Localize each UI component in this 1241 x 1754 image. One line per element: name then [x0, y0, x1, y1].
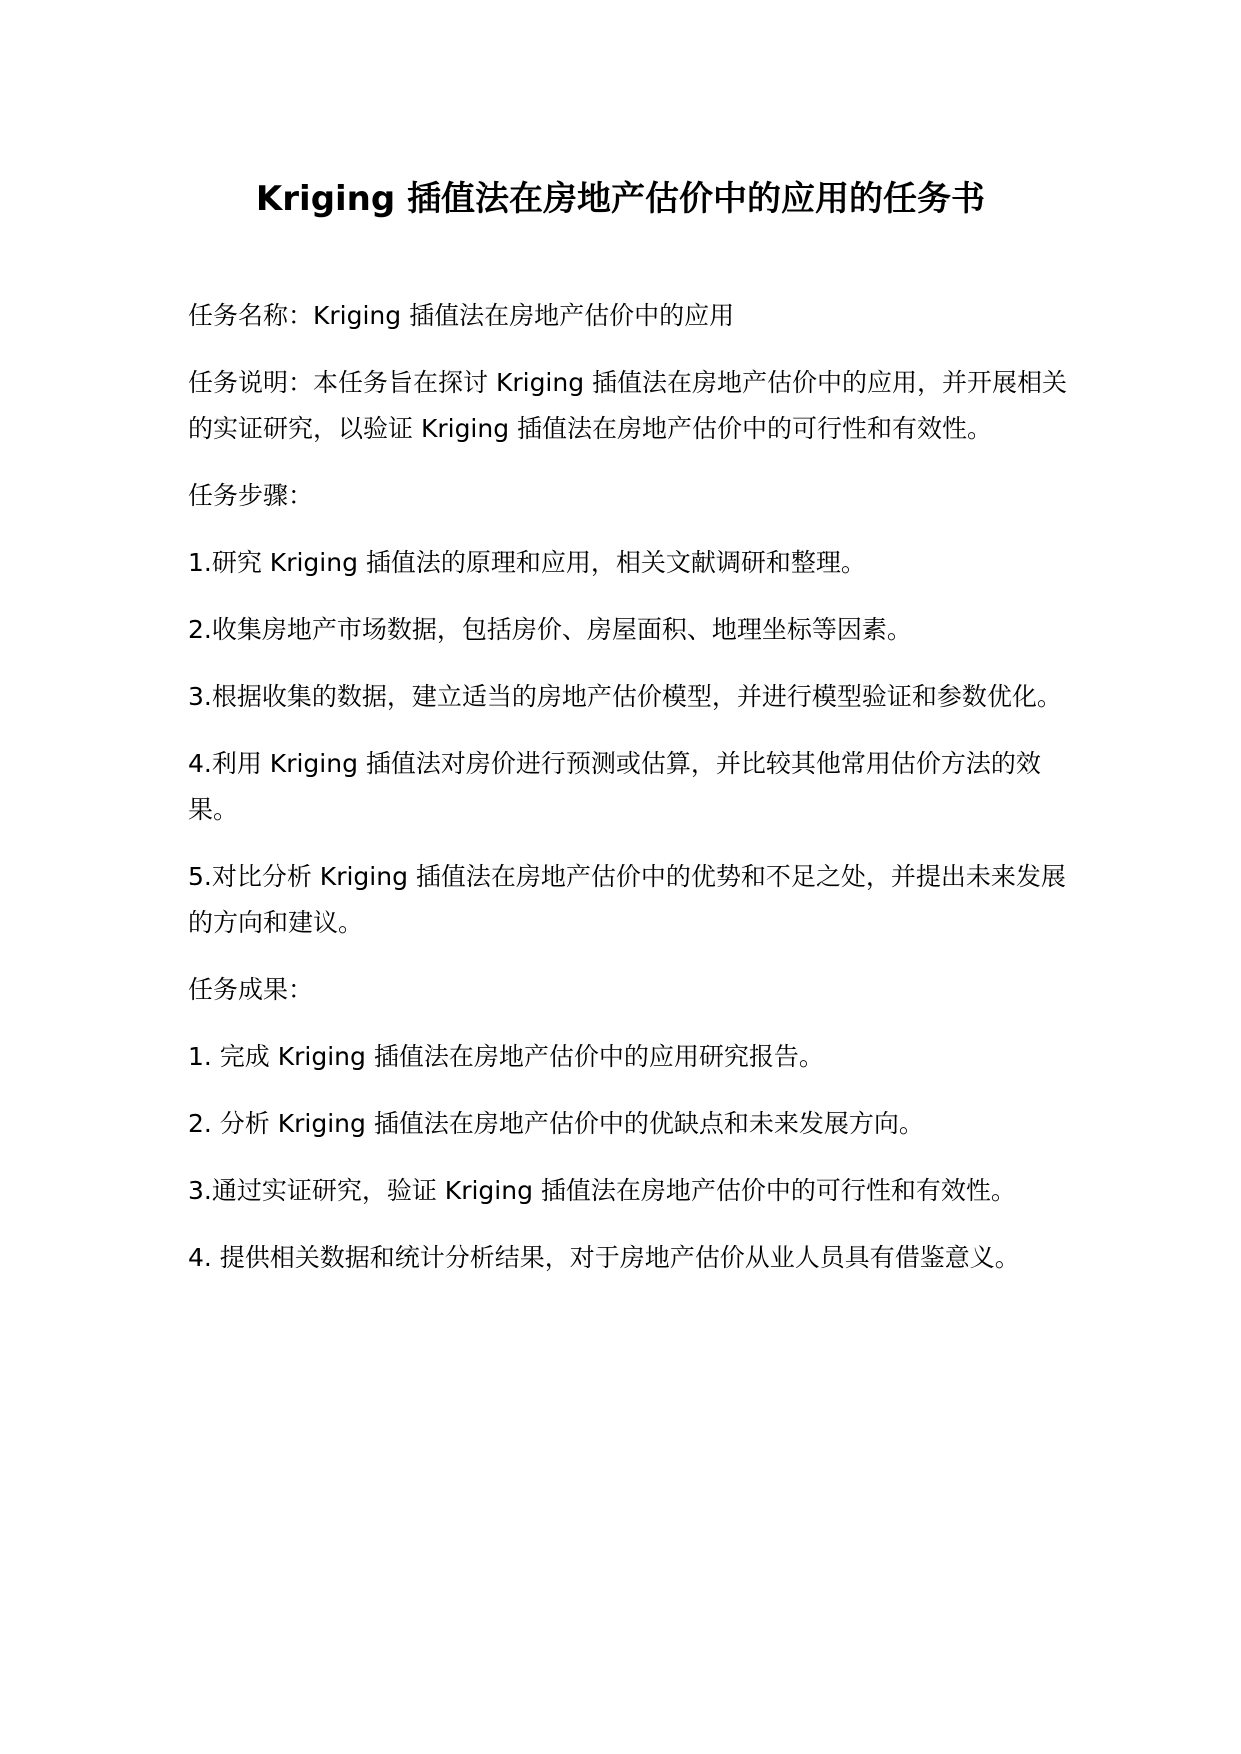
step-4-paragraph: 4.利用 Kriging 插值法对房价进行预测或估算，并比较其他常用估价方法的效果。 [188, 749, 1041, 824]
step-3-paragraph: 3.根据收集的数据，建立适当的房地产估价模型，并进行模型验证和参数优化。 [188, 682, 1062, 711]
task-description-paragraph: 任务说明：本任务旨在探讨 Kriging 插值法在房地产估价中的应用，并开展相关的实证研究，以验证 Kriging 插值法在房地产估价中的可行性和有效性。 [188, 368, 1068, 443]
task-results-heading: 任务成果： [188, 975, 314, 1004]
step-2-paragraph: 2.收集房地产市场数据，包括房价、房屋面积、地理坐标等因素。 [188, 615, 912, 644]
task-steps-heading: 任务步骤： [188, 481, 314, 510]
step-1-paragraph: 1.研究 Kriging 插值法的原理和应用，相关文献调研和整理。 [188, 548, 866, 577]
result-1-paragraph: 1. 完成 Kriging 插值法在房地产估价中的应用研究报告。 [188, 1042, 824, 1071]
result-3-paragraph: 3.通过实证研究，验证 Kriging 插值法在房地产估价中的可行性和有效性。 [188, 1176, 1016, 1205]
result-2-paragraph: 2. 分析 Kriging 插值法在房地产估价中的优缺点和未来发展方向。 [188, 1109, 924, 1138]
document-body [188, 293, 1068, 1302]
result-4-paragraph: 4. 提供相关数据和统计分析结果，对于房地产估价从业人员具有借鉴意义。 [188, 1243, 1020, 1272]
step-5-paragraph: 5.对比分析 Kriging 插值法在房地产估价中的优势和不足之处，并提出未来发展的方向和建议。 [188, 862, 1066, 937]
task-name-paragraph: 任务名称：Kriging 插值法在房地产估价中的应用 [188, 301, 735, 330]
document-title: Kriging 插值法在房地产估价中的应用的任务书 [255, 179, 986, 219]
